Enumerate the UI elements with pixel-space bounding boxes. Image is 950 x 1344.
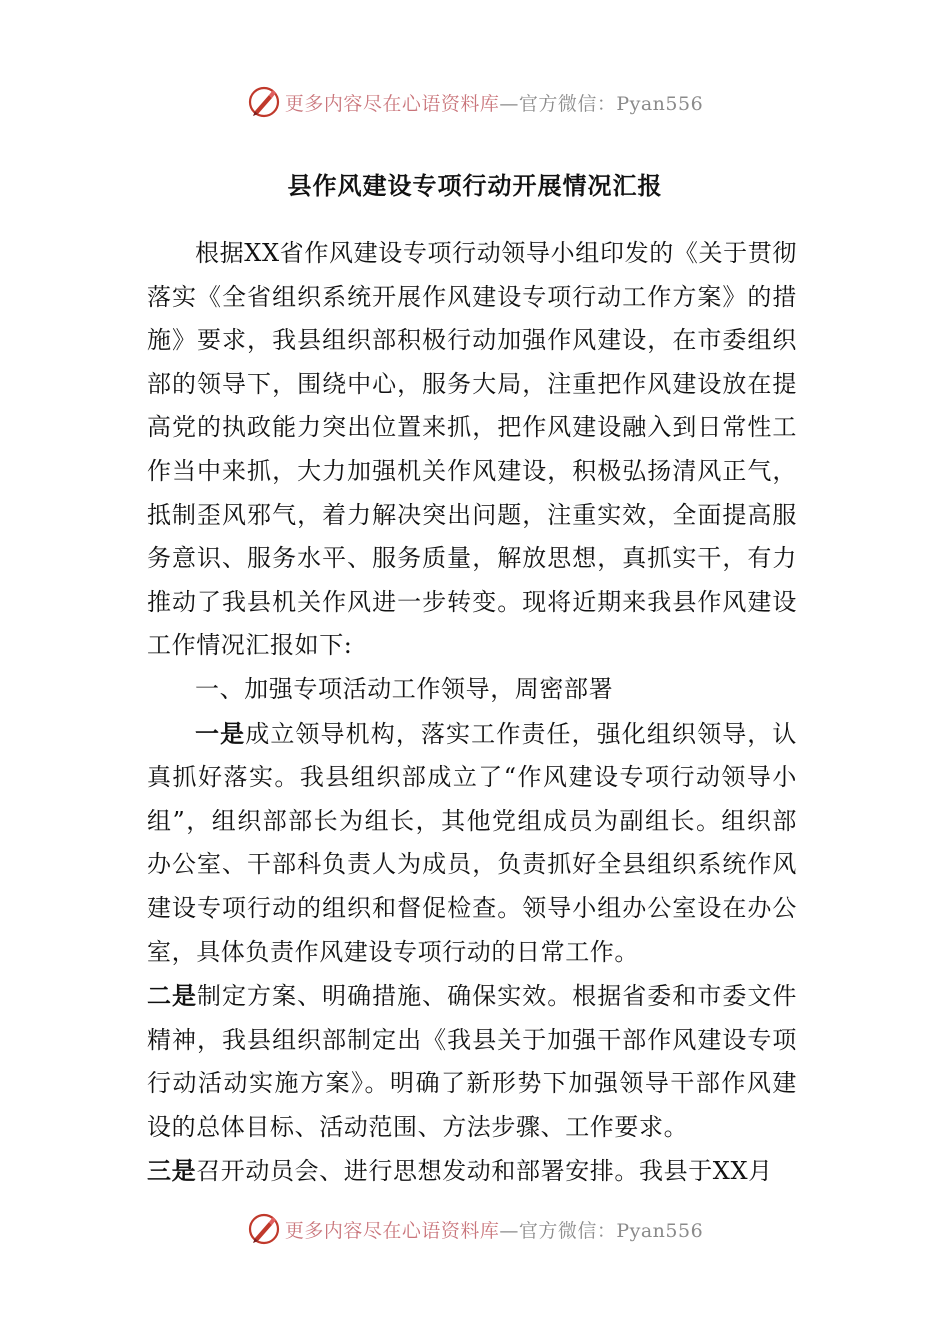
footer-watermark-banner <box>0 1209 950 1249</box>
item-text-2: 制定方案、明确措施、确保实效。根据省委和市委文件精神，我县组织部制定出《我县关于加强干部作风建设专项行动活动实施方案》。明确了新形势下加强领导干部作风建设的总体目标、活动范围、方法步骤、工作要求。 <box>147 982 797 1141</box>
banner-sub-text: —官方微信：Pyan556 <box>499 1219 704 1242</box>
pen-logo-icon <box>247 1212 281 1246</box>
item-lead-3: 三是 <box>147 1156 197 1186</box>
banner-text <box>285 1216 703 1243</box>
banner-main-text: 更多内容尽在心语资料库 <box>284 1219 500 1242</box>
item-lead-1: 一是 <box>195 718 246 748</box>
document-title: 县作风建设专项行动开展情况汇报 <box>287 171 663 200</box>
banner-sub-text: —官方微信：Pyan556 <box>499 92 704 115</box>
banner-text <box>285 89 703 116</box>
section-heading-1: 一、加强专项活动工作领导，周密部署 <box>195 674 614 703</box>
pen-logo-icon <box>247 85 281 119</box>
item-text-1: 成立领导机构，落实工作责任，强化组织领导，认真抓好落实。我县组织部成立了“作风建设专项行动领导小组”，组织部部长为组长，其他党组成员为副组长。组织部办公室、干部科负责人为成员，负责抓好全县组织系统作风建设专项行动的组织和督促检查。领导小组办公室设在办公室，具体负责作风建设专项行动的日常工作。 <box>147 719 798 966</box>
item-lead-2: 二是 <box>147 981 198 1011</box>
banner-main-text: 更多内容尽在心语资料库 <box>284 92 500 115</box>
item-text-3: 召开动员会、进行思想发动和部署安排。我县于XX月 <box>196 1157 773 1186</box>
item-paragraph-2 <box>147 974 797 1149</box>
document-body <box>147 232 797 1194</box>
item-paragraph-3 <box>147 1149 797 1194</box>
intro-paragraph: 根据XX省作风建设专项行动领导小组印发的《关于贯彻落实《全省组织系统开展作风建设专项行动工作方案》的措施》要求，我县组织部积极行动加强作风建设，在市委组织部的领导下，围绕中心，服务大局，注重把作风建设放在提高党的执政能力突出位置来抓，把作风建设融入到日常性工作当中来抓，大力加强机关作风建设，积极弘扬清风正气，抵制歪风邪气，着力解决突出问题，注重实效，全面提高服务意识、服务水平、服务质量，解放思想，真抓实干，有力推动了我县机关作风进一步转变。现将近期来我县作风建设工作情况汇报如下: <box>147 239 797 660</box>
item-paragraph-1 <box>147 712 797 975</box>
header-watermark-banner <box>0 82 950 122</box>
